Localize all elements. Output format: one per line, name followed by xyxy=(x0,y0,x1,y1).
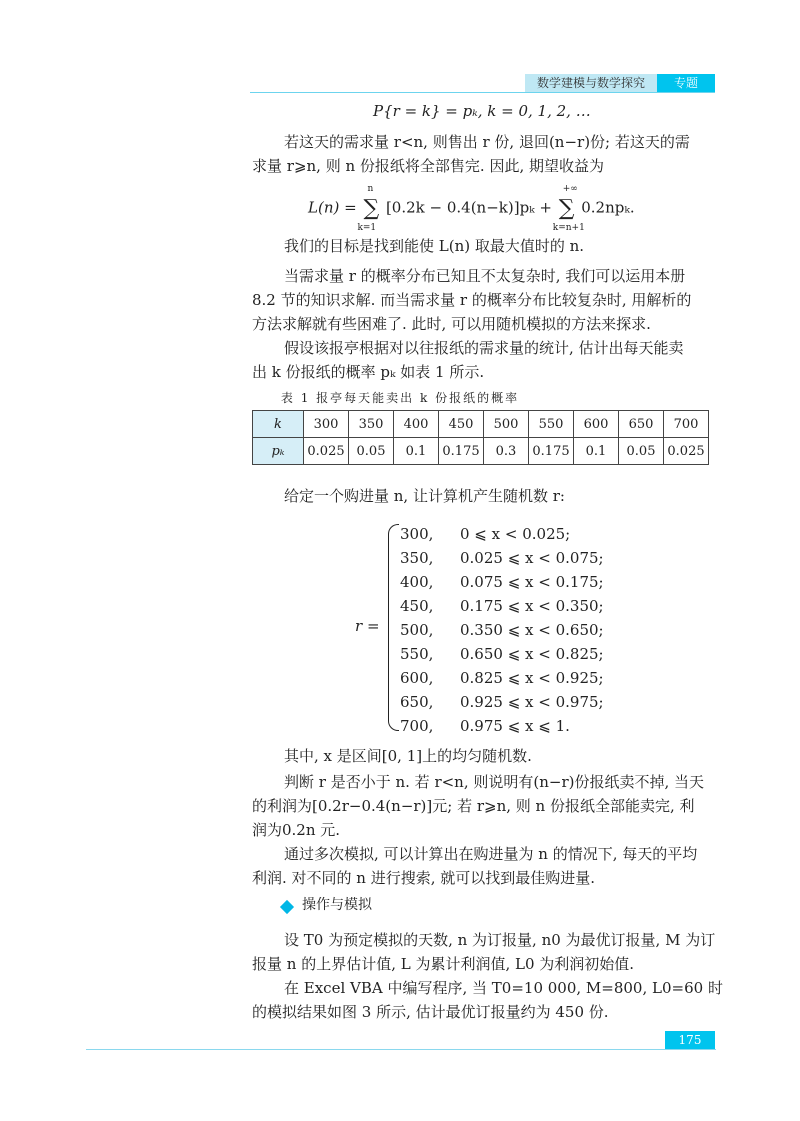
sum-1-upper: n xyxy=(367,184,374,194)
header-divider xyxy=(250,92,715,93)
case-condition: 0.350 ⩽ x < 0.650; xyxy=(460,621,604,639)
paragraph-4-line-2: 出 k 份报纸的概率 pₖ 如表 1 所示. xyxy=(252,363,485,381)
case-row xyxy=(400,618,604,642)
diamond-bullet-icon xyxy=(280,900,294,914)
case-value: 550, xyxy=(400,645,434,663)
formula-lhs: L(n) = xyxy=(308,198,362,217)
paragraph-8-line-2: 利润. 对不同的 n 进行搜索, 就可以找到最佳购进量. xyxy=(252,869,596,887)
case-condition: 0.025 ⩽ x < 0.075; xyxy=(460,549,604,567)
paragraph-9-line-2: 报量 n 的上界估计值, L 为累计利润值, L0 为利润初始值. xyxy=(252,955,635,973)
header-section: 数学建模与数学探究 xyxy=(525,74,657,92)
table-row xyxy=(253,438,709,465)
paragraph-3-line-2: 8.2 节的知识求解. 而当需求量 r 的概率分布比较复杂时, 用解析的 xyxy=(252,291,692,309)
paragraph-8-line-1: 通过多次模拟, 可以计算出在购进量为 n 的情况下, 每天的平均 xyxy=(284,845,698,863)
table-cell: 0.025 xyxy=(664,438,709,465)
table-cell: 350 xyxy=(349,411,394,438)
paragraph-2: 我们的目标是找到能使 L(n) 取最大值时的 n. xyxy=(284,237,585,255)
piecewise-lhs: r = xyxy=(355,617,380,635)
expected-profit-formula xyxy=(308,184,635,233)
section-subheading: 操作与模拟 xyxy=(302,897,372,913)
probability-table xyxy=(252,410,709,465)
table-row-head-k: k xyxy=(253,411,304,438)
formula-term-1: [0.2k − 0.4(n−k)]pₖ + xyxy=(385,198,557,217)
paragraph-10-line-1: 在 Excel VBA 中编写程序, 当 T0=10 000, M=800, L0=60 时 xyxy=(284,979,723,997)
paragraph-1-line-2: 求量 r⩾n, 则 n 份报纸将全部售完. 因此, 期望收益为 xyxy=(252,157,604,175)
sum-symbol-2: ∑ +∞ k=n+1 xyxy=(552,184,585,233)
case-condition: 0.925 ⩽ x < 0.975; xyxy=(460,693,604,711)
case-row xyxy=(400,690,604,714)
page-number: 175 xyxy=(665,1031,715,1050)
case-value: 700, xyxy=(400,717,434,735)
sum-2-upper: +∞ xyxy=(562,184,578,194)
header-tag xyxy=(525,74,715,92)
paragraph-7-line-1: 判断 r 是否小于 n. 若 r<n, 则说明有(n−r)份报纸卖不掉, 当天 xyxy=(284,773,705,791)
table-cell: 700 xyxy=(664,411,709,438)
piecewise-cases xyxy=(400,522,604,738)
table-cell: 0.175 xyxy=(529,438,574,465)
table-cell: 0.05 xyxy=(619,438,664,465)
case-condition: 0.975 ⩽ x ⩽ 1. xyxy=(460,717,570,735)
table-cell: 600 xyxy=(574,411,619,438)
sum-2-lower: k=n+1 xyxy=(552,223,585,233)
left-brace xyxy=(388,524,399,731)
case-row xyxy=(400,546,604,570)
table-cell: 500 xyxy=(484,411,529,438)
table-cell: 0.175 xyxy=(439,438,484,465)
case-value: 400, xyxy=(400,573,434,591)
formula-term-2: 0.2npₖ. xyxy=(581,198,635,217)
table-cell: 0.3 xyxy=(484,438,529,465)
case-row xyxy=(400,714,604,738)
table-cell: 650 xyxy=(619,411,664,438)
case-condition: 0.175 ⩽ x < 0.350; xyxy=(460,597,604,615)
paragraph-1-line-1: 若这天的需求量 r<n, 则售出 r 份, 退回(n−r)份; 若这天的需 xyxy=(284,133,690,151)
table-cell: 0.05 xyxy=(349,438,394,465)
table-cell: 0.025 xyxy=(304,438,349,465)
table-cell: 450 xyxy=(439,411,484,438)
paragraph-9-line-1: 设 T0 为预定模拟的天数, n 为订报量, n0 为最优订报量, M 为订 xyxy=(284,931,716,949)
table-caption: 表 1 报亭每天能卖出 k 份报纸的概率 xyxy=(280,391,520,405)
probability-formula: P{r = k} = pₖ, k = 0, 1, 2, … xyxy=(373,102,591,120)
case-value: 300, xyxy=(400,525,434,543)
case-condition: 0.650 ⩽ x < 0.825; xyxy=(460,645,604,663)
sum-1-lower: k=1 xyxy=(357,223,377,233)
table-row xyxy=(253,411,709,438)
case-value: 350, xyxy=(400,549,434,567)
paragraph-5: 给定一个购进量 n, 让计算机产生随机数 r: xyxy=(284,487,565,505)
case-condition: 0 ⩽ x < 0.025; xyxy=(460,525,571,543)
footer-divider xyxy=(86,1049,716,1050)
sum-symbol-1: ∑ n k=1 xyxy=(357,184,380,233)
case-row xyxy=(400,570,604,594)
paragraph-10-line-2: 的模拟结果如图 3 所示, 估计最优订报量约为 450 份. xyxy=(252,1003,609,1021)
table-cell: 0.1 xyxy=(574,438,619,465)
table-cell: 300 xyxy=(304,411,349,438)
case-row xyxy=(400,594,604,618)
table-cell: 0.1 xyxy=(394,438,439,465)
table-cell: 550 xyxy=(529,411,574,438)
header-topic-tag: 专题 xyxy=(657,74,715,92)
paragraph-3-line-3: 方法求解就有些困难了. 此时, 可以用随机模拟的方法来探求. xyxy=(252,315,651,333)
paragraph-3-line-1: 当需求量 r 的概率分布已知且不太复杂时, 我们可以运用本册 xyxy=(284,267,686,285)
paragraph-4-line-1: 假设该报亭根据对以往报纸的需求量的统计, 估计出每天能卖 xyxy=(284,339,684,357)
case-row xyxy=(400,666,604,690)
case-row xyxy=(400,522,604,546)
table-row-head-pk: pₖ xyxy=(253,438,304,465)
case-row xyxy=(400,642,604,666)
paragraph-7-line-3: 润为0.2n 元. xyxy=(252,821,341,839)
case-condition: 0.825 ⩽ x < 0.925; xyxy=(460,669,604,687)
case-value: 600, xyxy=(400,669,434,687)
case-value: 450, xyxy=(400,597,434,615)
table-cell: 400 xyxy=(394,411,439,438)
case-value: 650, xyxy=(400,693,434,711)
case-value: 500, xyxy=(400,621,434,639)
paragraph-6: 其中, x 是区间[0, 1]上的均匀随机数. xyxy=(284,747,532,765)
case-condition: 0.075 ⩽ x < 0.175; xyxy=(460,573,604,591)
paragraph-7-line-2: 的利润为[0.2r−0.4(n−r)]元; 若 r⩾n, 则 n 份报纸全部能卖完, 利 xyxy=(252,797,695,815)
